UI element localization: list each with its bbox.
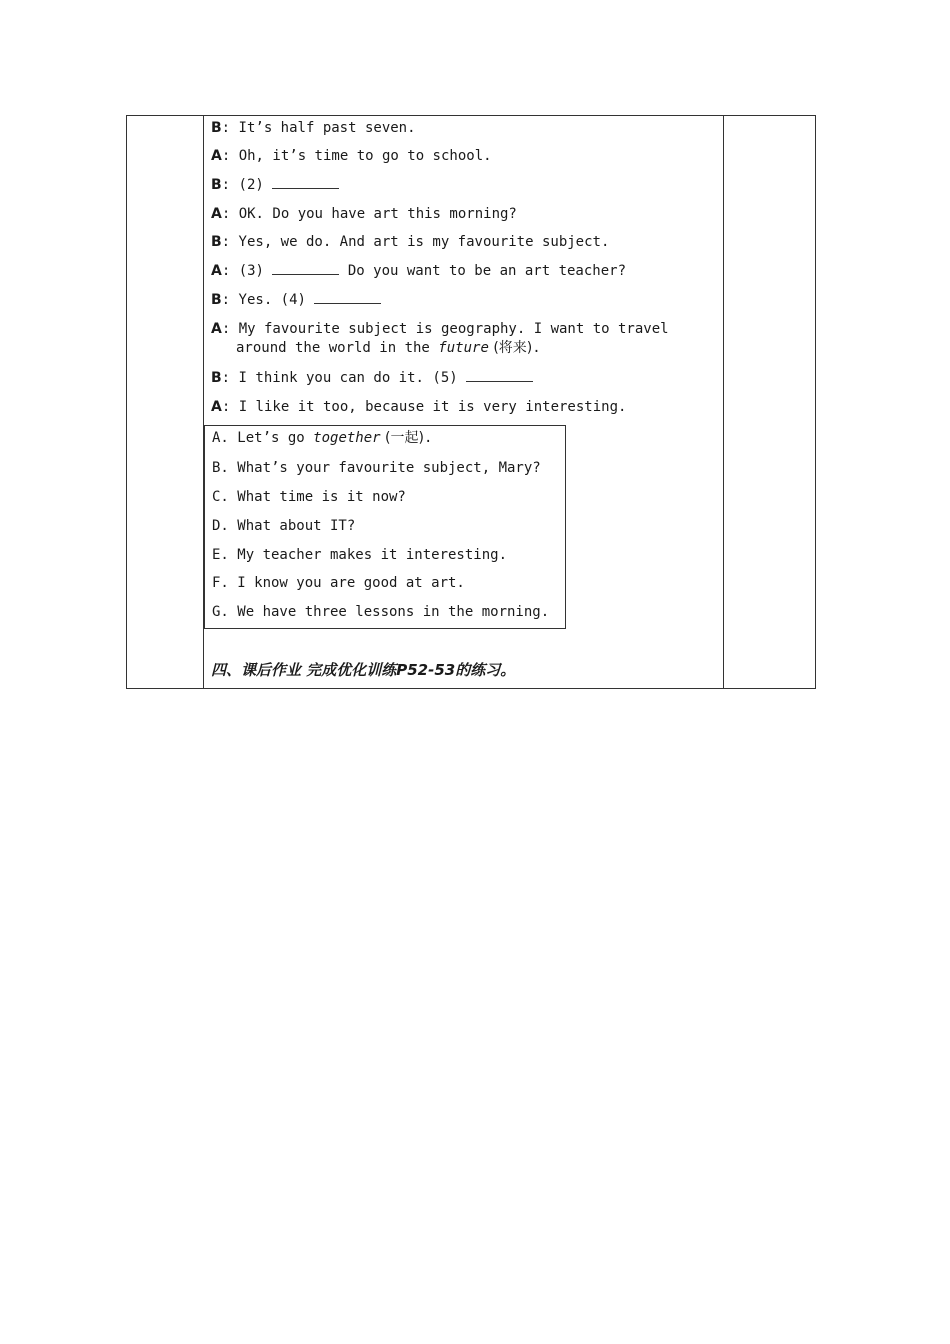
dialogue-line: A: (3) Do you want to be an art teacher? [211,263,626,279]
dialogue-line: B: It’s half past seven. [211,120,416,136]
dialogue-line: B: Yes. (4) [211,291,381,310]
option-item: G. We have three lessons in the morning. [212,604,550,620]
option-item: E. My teacher makes it interesting. [212,547,508,563]
dialogue-line: A: OK. Do you have art this morning? [211,206,517,222]
homework-heading: 四、课后作业 完成优化训练P52-53的练习。 [211,661,516,679]
answer-blank[interactable] [272,176,339,189]
dialogue-line: A: My favourite subject is geography. I want to travel [211,321,669,337]
option-item: C. What time is it now? [212,489,406,505]
dialogue-line: B: Yes, we do. And art is my favourite subject. [211,234,610,250]
dialogue-line: A: I like it too, because it is very interesting. [211,399,627,415]
dialogue-line: B: (2) [211,176,339,195]
options-box [204,425,566,629]
dialogue-line-continued: around the world in the future (将来). [236,340,541,356]
option-item: D. What about IT? [212,518,356,534]
option-item: B. What’s your favourite subject, Mary? [212,460,541,476]
option-item: A. Let’s go together (一起). [212,430,433,446]
option-item: F. I know you are good at art. [212,575,465,591]
lesson-table [126,115,816,689]
answer-blank[interactable] [466,369,533,382]
dialogue-line: B: I think you can do it. (5) [211,369,533,388]
column-divider-right [723,116,724,688]
answer-blank[interactable] [314,291,381,304]
dialogue-line: A: Oh, it’s time to go to school. [211,148,492,164]
answer-blank[interactable] [272,262,339,275]
